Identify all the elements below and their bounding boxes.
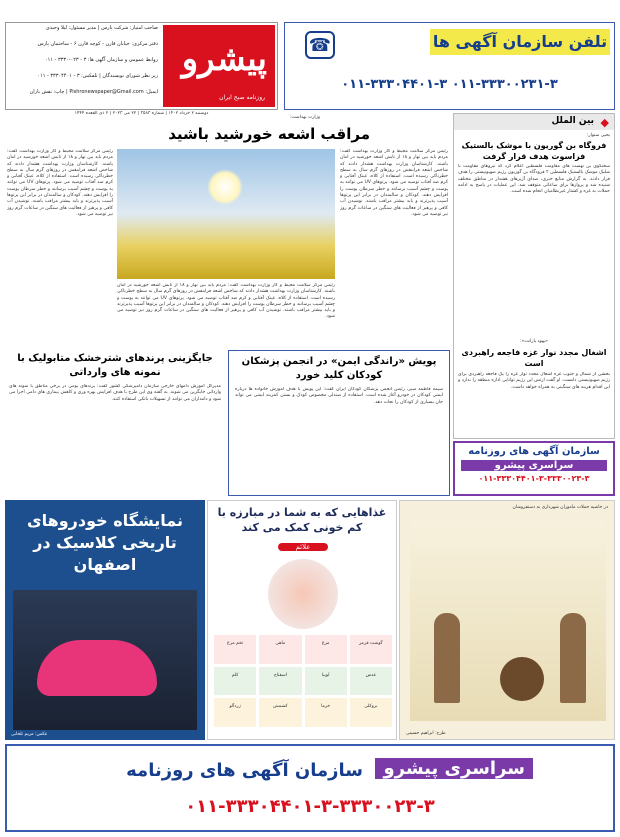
food-item: گوشت قرمز bbox=[350, 635, 392, 664]
food-item: بروکلی bbox=[350, 698, 392, 727]
main-story-body: رئیس مرکز سلامت محیط و کار وزارت بهداشت گفت: مردم باید بین نهار و ۱۸ از تابش اشعه خورشید در امان باشند. کارشناسان وزارت بهداشت هشدار دادند که شاخص اشعه فرابنفش در روزهای گرم سال به سطح خطرناکی رسیده است. استفاده از کلاه، عینک آفتابی و کرم ضد آفتاب توصیه می شود. پرتوهای UV می توانند به پوست و چشم آسیب برسانند و خطر سرطان پوست را افزایش دهند. کودکان و سالمندان در برابر این پرتوها آسیب پذیرترند و باید بیشتر مراقب باشند. نوشیدن آب کافی و پرهیز از فعالیت های سنگین در ساعات گرم روز نیز توصیه می شود. bbox=[7, 149, 113, 217]
story-left bbox=[5, 350, 225, 496]
food-item: مرغ bbox=[305, 635, 347, 664]
story-left-headline: جایگزینی پرندهای شترخشک متابولیک با نمونه های وارداتی bbox=[17, 353, 213, 378]
bottom-ad-line2: سراسری پیشرو bbox=[375, 758, 533, 779]
food-item: لوبیا bbox=[305, 667, 347, 696]
food-item: اسفناج bbox=[259, 667, 301, 696]
right-ad-line1: سازمان آگهی های روزنامه bbox=[468, 446, 600, 457]
main-story bbox=[5, 113, 450, 348]
masthead bbox=[5, 22, 278, 110]
right-ad-phones: ۰۱۱-۳۳۳۰۴۴۰۱-۳-۳۳۳۰۰۲۳-۳ bbox=[478, 474, 590, 483]
roller-icon bbox=[500, 657, 544, 701]
bottom-ad-phones: ۰۱۱-۳۳۳۰۴۴۰۱-۳-۳۳۳۰۰۲۳-۳ bbox=[185, 796, 435, 817]
story-center bbox=[228, 350, 450, 496]
story-left-body: مدیرکل آموزش دامهای خارجی سازمان دامپزشکی کشور گفت: پرندهای بومی در برخی مناطق با نمونه های وارداتی جایگزین می شوند. به گفته وی این طرح با هدف افزایش بهره وری و کاهش بیماری های دامی اجرا می شود و دامداران می توانند از تسهیلات بانکی استفاده کنند. bbox=[9, 384, 221, 402]
story-body: بخشی از شمال و جنوب غزه اشغال مجدد نوار غزه را یک فاجعه راهبردی برای رژیم صهیونیستی دانست. او گفت ارتش این رژیم توانایی اداره منطقه را ندارد و این اقدام هزینه های سنگینی به همراه خواهد داشت. bbox=[458, 372, 610, 390]
masthead-logo-block bbox=[163, 25, 275, 107]
masthead-info-line: ایمیل: Pishronewspaper@Gmail.com | چاپ: نقش باران bbox=[29, 89, 158, 95]
food-item: زردآلو bbox=[214, 698, 256, 727]
exhibition-panel bbox=[5, 500, 205, 740]
top-ad-title: تلفن سازمان آگهی ها bbox=[432, 32, 608, 51]
section-header bbox=[454, 114, 614, 130]
figure-icon bbox=[560, 613, 586, 703]
main-story-photo bbox=[117, 149, 335, 279]
sun-icon bbox=[207, 169, 243, 205]
story-body: سخنگوی بن نهضت های مقاومت فلسطین اعلام کرد که نیروهای مقاومت با شلیک موشک بالستیک فلسطین ۲ فرودگاه بن گوریون رژیم صهیونیستی را هدف قرار دادند. به گزارش منابع خبری، صدای آژیرهای هشدار در مناطق مختلف شنیده شد و پروازها برای ساعاتی متوقف شد. این عملیات در پاسخ به ادامه حملات به غزه و کشتار غیرنظامیان انجام شده است. bbox=[458, 164, 610, 195]
cartoon-credit: طرح: ابراهیم حسینی bbox=[406, 730, 446, 736]
food-item: عدس bbox=[350, 667, 392, 696]
bottom-ad-line1: سازمان آگهی های روزنامه bbox=[126, 760, 363, 781]
cartoon-illustration bbox=[410, 521, 606, 721]
masthead-logo: پیشرو bbox=[181, 39, 267, 79]
main-story-headline: مراقب اشعه خورشید باشید bbox=[168, 125, 370, 143]
masthead-info-line: صاحب امتیاز: شرکت پارس | مدیر مسئول: لیلا وحیدی bbox=[45, 25, 158, 31]
cartoon-caption: در حاشیه حملات ماموران شهرداری به دستفروشان bbox=[512, 505, 608, 510]
top-ad bbox=[284, 22, 615, 110]
top-ad-phones: ۰۱۱-۳۳۳۰۴۴۰۱-۳ ۰۱۱-۳۳۳۰۰۲۳۱-۳ bbox=[341, 77, 558, 92]
cartoon-panel bbox=[399, 500, 615, 740]
exhibition-title: نمایشگاه خودروهای تاریخی کلاسیک در اصفهان bbox=[26, 511, 184, 574]
masthead-info-line: دفتر مرکزی: خیابان قارن - کوچه قارن ۶ - ساختمان پارس bbox=[37, 41, 158, 47]
main-story-body: رئیس مرکز سلامت محیط و کار وزارت بهداشت گفت: مردم باید بین نهار و ۱۸ از تابش اشعه خورشید در امان باشند. کارشناسان وزارت بهداشت هشدار دادند که شاخص اشعه فرابنفش در روزهای گرم سال به سطح خطرناکی رسیده است. استفاده از کلاه، عینک آفتابی و کرم ضد آفتاب توصیه می شود. پرتوهای UV می توانند به پوست و چشم آسیب برسانند و خطر سرطان پوست را افزایش دهند. کودکان و سالمندان در برابر این پرتوها آسیب پذیرترند و باید بیشتر مراقب باشند. نوشیدن آب کافی و پرهیز از فعالیت های سنگین در ساعات گرم روز نیز توصیه می شود. bbox=[340, 149, 448, 217]
right-ad-line2: سراسری پیشرو bbox=[461, 460, 607, 471]
food-item: کشمش bbox=[259, 698, 301, 727]
food-item: کلم bbox=[214, 667, 256, 696]
top-ad-phone-icon: ☎ bbox=[305, 31, 335, 59]
food-illustration bbox=[268, 559, 338, 629]
car-icon bbox=[37, 640, 157, 696]
story-kicker: یحیی سنوار: bbox=[586, 133, 610, 138]
food-item: تخم مرغ bbox=[214, 635, 256, 664]
masthead-info-line: زیر نظر شورای نویسندگان | تلفکس: ۳ - ۳۳۳۰۴۴۰۱ - ۰۱۱ bbox=[37, 73, 158, 79]
masthead-info bbox=[8, 25, 158, 107]
story-center-body: سیمه فاطمه سیر، رئیس انجمن پزشکان کودکان ایران گفت: این پویش با هدف آموزش خانواده ها درباره ایمنی کودکان در خودرو آغاز شده است. استفاده از صندلی مخصوص کودک و بستن کمربند ایمنی می تواند جان بسیاری از کودکان را نجات دهد. bbox=[235, 387, 443, 405]
bottom-ad bbox=[5, 744, 615, 832]
food-item: خرما bbox=[305, 698, 347, 727]
international-column bbox=[453, 113, 615, 439]
section-title: بین الملل bbox=[551, 116, 594, 126]
exhibition-caption: عکس: مریم تلخابی bbox=[11, 731, 48, 737]
food-title: غذاهایی که به شما در مبارزه با کم خونی کمک می کند bbox=[217, 506, 387, 534]
exhibition-photo bbox=[13, 590, 197, 730]
right-ad bbox=[453, 441, 615, 496]
figure-icon bbox=[434, 613, 460, 703]
food-badge: علائم bbox=[278, 543, 328, 551]
food-item: ماهی bbox=[259, 635, 301, 664]
story-kicker: «یهود یارانت»: bbox=[520, 339, 548, 344]
story-center-headline: پویش «راندگی ایمن» در انجمن پزشکان کودکان کلید خورد bbox=[241, 356, 437, 381]
dateline: دوشنبه ۲ خرداد ۱۴۰۲ | شماره ۳۵۸۳ | ۲۲ می ۲۰۲۳ | ۲ ذی القعده ۱۴۴۴ bbox=[74, 111, 209, 116]
top-ad-banner bbox=[430, 29, 610, 55]
main-story-body: رئیس مرکز سلامت محیط و کار وزارت بهداشت گفت: مردم باید بین نهار و ۱۸ از تابش اشعه خورشید در امان باشند. کارشناسان وزارت بهداشت هشدار دادند که شاخص اشعه فرابنفش در روزهای گرم سال به سطح خطرناکی رسیده است. استفاده از کلاه، عینک آفتابی و کرم ضد آفتاب توصیه می شود. پرتوهای UV می توانند به پوست و چشم آسیب برسانند و خطر سرطان پوست را افزایش دهند. کودکان و سالمندان در برابر این پرتوها آسیب پذیرترند و باید بیشتر مراقب باشند. نوشیدن آب کافی و پرهیز از فعالیت های سنگین در ساعات گرم روز نیز توصیه می شود. bbox=[117, 283, 335, 320]
story-headline: فروگاه بن گوریون با موشک بالستیک فراسوت هدف قرار گرفت bbox=[461, 141, 607, 161]
food-panel bbox=[207, 500, 397, 740]
story-headline: اشغال مجدد نوار غزه فاجعه راهبردی است bbox=[461, 348, 607, 368]
section-icon: ◆ bbox=[600, 116, 609, 129]
masthead-tagline: روزنامه صبح ایران bbox=[219, 94, 265, 101]
main-story-kicker: وزارت بهداشت: bbox=[289, 115, 320, 120]
masthead-info-line: روابط عمومی و سازمان آگهی ها: ۳ - ۰۲۳-۳۳۳۰ - ۰۱۱ bbox=[44, 57, 158, 63]
food-grid bbox=[214, 635, 392, 727]
